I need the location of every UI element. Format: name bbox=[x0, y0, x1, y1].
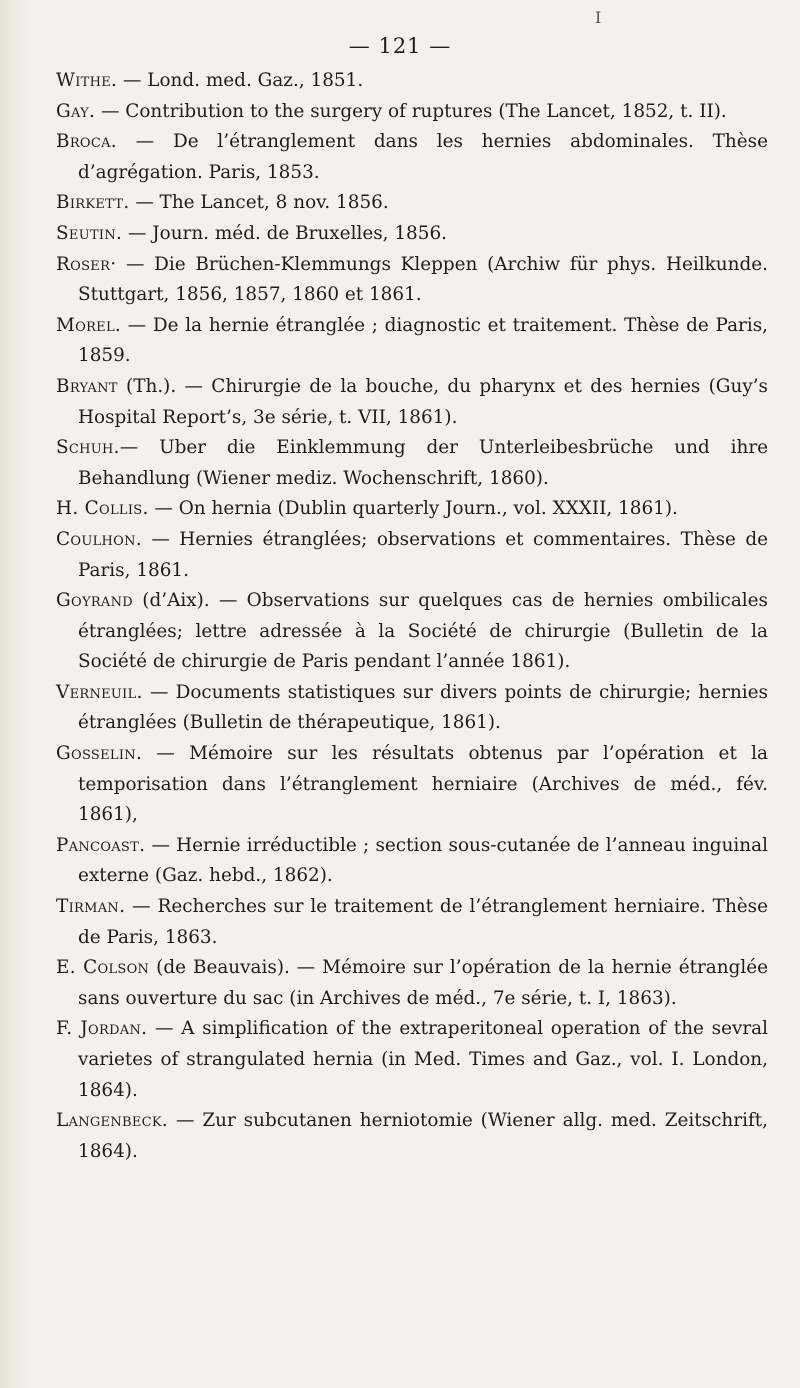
entry-author: E. Colson bbox=[56, 957, 150, 979]
bibliography-entry bbox=[56, 66, 768, 97]
stray-mark: I bbox=[595, 8, 602, 27]
page-edge-shadow bbox=[0, 0, 30, 1388]
bibliography-entry bbox=[56, 433, 768, 494]
entry-text: (d’Aix). — Observations sur quelques cas de hernies ombilicales étranglées; lettre adressée à la Société de chirurgie (Bulletin de la Société de chirurgie de Paris pendant l’année 1861). bbox=[78, 590, 768, 673]
entry-author: Morel. bbox=[56, 314, 122, 336]
bibliography-entry bbox=[56, 97, 768, 128]
entry-text: (de Beauvais). — Mémoire sur l’opération de la hernie étranglée sans ouverture du sac (in Archives de méd., 7e série, t. I, 1863). bbox=[78, 957, 768, 1009]
bibliography-entry bbox=[56, 678, 768, 739]
entry-text: — De l’étranglement dans les hernies abdominales. Thèse d’agrégation. Paris, 1853. bbox=[78, 131, 768, 183]
entry-author: Seutin. bbox=[56, 222, 123, 244]
entry-author: Tirman. bbox=[56, 896, 126, 918]
entry-author: Goyrand bbox=[56, 590, 134, 612]
entry-text: — Journ. méd. de Bruxelles, 1856. bbox=[122, 222, 447, 244]
entry-text: — Lond. med. Gaz., 1851. bbox=[117, 70, 364, 91]
entry-author: Coulhon. bbox=[56, 528, 142, 550]
bibliography-entry bbox=[56, 953, 768, 1014]
bibliography-list bbox=[56, 66, 768, 1167]
entry-text: — Uber die Einklemmung der Unterleibesbrüche und ihre Behandlung (Wiener mediz. Wochenschrift, 1860). bbox=[78, 437, 768, 489]
entry-author: Langenbeck. bbox=[56, 1110, 169, 1132]
entry-text: — Hernies étranglées; observations et commentaires. Thèse de Paris, 1861. bbox=[78, 528, 768, 581]
entry-author: Verneuil. bbox=[56, 681, 143, 703]
bibliography-entry bbox=[56, 219, 768, 250]
entry-author: Bryant bbox=[56, 375, 118, 397]
entry-text: — De la hernie étranglée ; diagnostic et traitement. Thèse de Paris, 1859. bbox=[78, 314, 768, 367]
entry-author: H. Collis. bbox=[56, 498, 149, 520]
entry-author: Pancoast. bbox=[56, 834, 146, 856]
bibliography-entry bbox=[56, 525, 768, 586]
bibliography-entry bbox=[56, 311, 768, 372]
bibliography-entry bbox=[56, 372, 768, 433]
entry-author: Gosselin. bbox=[56, 743, 143, 765]
entry-author: Roser· bbox=[56, 253, 117, 275]
bibliography-entry bbox=[56, 1014, 768, 1106]
entry-text: — Die Brüchen-Klemmungs Kleppen (Archiw für phys. Heilkunde. Stuttgart, 1856, 1857, 1860 et 1861. bbox=[78, 253, 768, 306]
bibliography-entry bbox=[56, 188, 768, 219]
entry-text: (Th.). — Chirurgie de la bouche, du pharynx et des hernies (Guy’s Hospital Report’s, 3e série, t. VII, 1861). bbox=[78, 375, 768, 428]
bibliography-entry bbox=[56, 127, 768, 188]
bibliography-entry bbox=[56, 739, 768, 831]
entry-text: — The Lancet, 8 nov. 1856. bbox=[129, 192, 389, 214]
entry-text: — Mémoire sur les résultats obtenus par l’opération et la temporisation dans l’étranglement herniaire (Archives de méd., fév. 1861), bbox=[78, 743, 768, 826]
entry-text: — Zur subcutanen herniotomie (Wiener allg. med. Zeitschrift, 1864). bbox=[78, 1110, 768, 1162]
entry-text: — A simplification of the extraperitoneal operation of the sevral varietes of strangulated hernia (in Med. Times and Gaz., vol. I. London, 1864). bbox=[78, 1018, 768, 1101]
entry-text: — On hernia (Dublin quarterly Journ., vol. XXXII, 1861). bbox=[148, 498, 678, 520]
bibliography-entry bbox=[56, 1106, 768, 1167]
entry-text: — Hernie irréductible ; section sous-cutanée de l’anneau inguinal externe (Gaz. hebd., 1862). bbox=[78, 834, 768, 887]
bibliography-entry bbox=[56, 586, 768, 678]
bibliography-entry bbox=[56, 831, 768, 892]
entry-text: — Contribution to the surgery of ruptures (The Lancet, 1852, t. II). bbox=[95, 100, 727, 122]
bibliography-entry bbox=[56, 892, 768, 953]
entry-text: — Documents statistiques sur divers points de chirurgie; hernies étranglées (Bulletin de thérapeutique, 1861). bbox=[78, 681, 768, 734]
entry-author: Birkett. bbox=[56, 192, 130, 214]
bibliography-entry bbox=[56, 250, 768, 311]
entry-author: F. Jordan. bbox=[56, 1018, 148, 1040]
entry-author: Schuh. bbox=[56, 437, 120, 459]
page-number: — 121 — bbox=[348, 34, 452, 58]
entry-text: — Recherches sur le traitement de l’étranglement herniaire. Thèse de Paris, 1863. bbox=[78, 896, 768, 948]
entry-author: Withe. bbox=[56, 70, 118, 91]
entry-author: Gay. bbox=[56, 100, 96, 122]
entry-author: Broca. bbox=[56, 131, 117, 153]
bibliography-entry bbox=[56, 494, 768, 525]
